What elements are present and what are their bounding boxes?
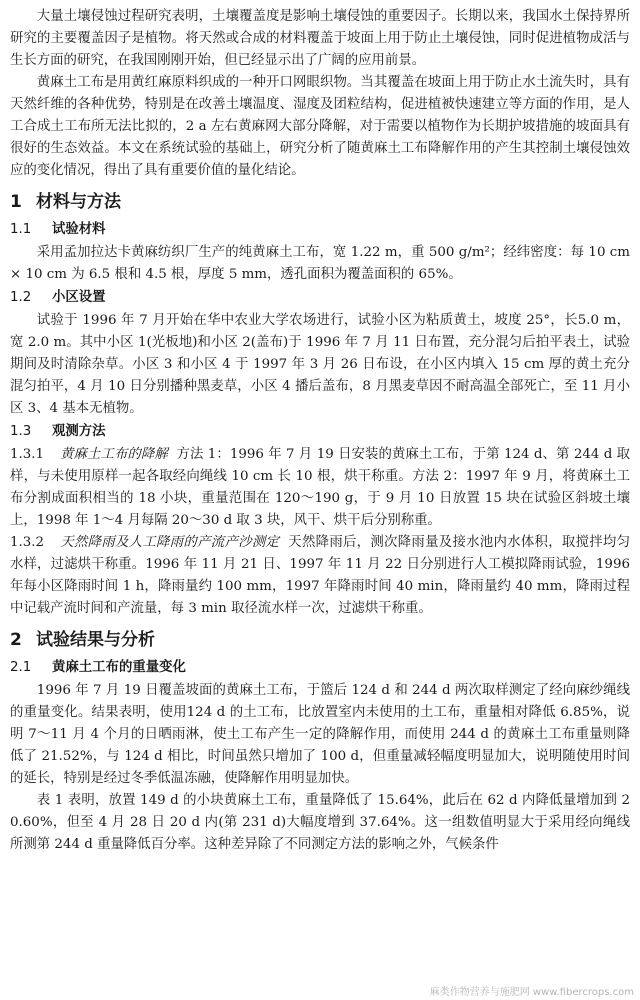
section-1-3-heading xyxy=(10,422,630,442)
section-1-2-number: 1.2 xyxy=(10,290,32,305)
section-1-3-title: 观测方法 xyxy=(52,424,106,439)
section-1-2-heading xyxy=(10,288,630,308)
section-1-3-2-paragraph xyxy=(10,532,630,620)
section-2-1-paragraph-2: 表 1 表明，放置 149 d 的小块黄麻土工布，重量降低了 15.64%，此后在 62 d 内降低量增加到 20.60%，但至 4 月 28 日 20 d 内(第 231 d)大幅度增到 37.64%。这一组数值明显大于采用经向绳线所测第 244 d 重量降低百分率。这种差异除了不同测定方法的影响之外，气候条件 xyxy=(10,793,630,852)
section-1-1-text: 采用孟加拉达卡黄麻纺织厂生产的纯黄麻土工布，宽 1.22 m，重 500 g/m²；经纬密度：每 10 cm × 10 cm 为 6.5 根和 4.5 根，厚度 5 mm，透孔面积为覆盖面积的 65%。 xyxy=(10,245,630,282)
section-1-1-number: 1.1 xyxy=(10,222,32,237)
section-2-title: 试验结果与分析 xyxy=(36,630,155,650)
section-1-2-text: 试验于 1996 年 7 月开始在华中农业大学农场进行，试验小区为粘质黄土，坡度 25°，长5.0 m，宽 2.0 m。其中小区 1(光板地)和小区 2(盖布)于 1996 年 7 月 11 日布置，充分混匀后拍平表土，试验期间及时清除杂草。小区 3 和小区 4 于 1997 年 3 月 26 日布设，在小区内填入 15 cm 厚的黄土充分混匀拍平，4 月 10 日分别播种黑麦草，小区 4 播后盖布，8 月黑麦草因不耐高温全部死亡，至 11 月小区 3、4 基本无植物。 xyxy=(10,313,630,416)
section-1-3-1-paragraph xyxy=(10,444,630,532)
section-1-number: 1 xyxy=(10,192,22,212)
section-1-3-2-text: 天然降雨后，测次降雨量及接水池内水体积，取搅拌均匀水样，过滤烘干称重。1996 年 11 月 21 日、1997 年 11 月 22 日分别进行人工模拟降雨试验，1996 年每小区降雨时间 1 h，降雨量约 100 mm，1997 年降雨时间 40 min，降雨量约 40 mm，降雨过程中记载产流时间和产流量，每 3 min 取径流水样一次，过滤烘干称重。 xyxy=(10,535,631,616)
section-1-3-2-title: 天然降雨及人工降雨的产流产沙测定 xyxy=(60,535,280,550)
section-1-3-1-title: 黄麻土工布的降解 xyxy=(60,447,168,462)
section-1-3-number: 1.3 xyxy=(10,424,32,439)
section-1-heading xyxy=(10,190,630,214)
section-2-1-title: 黄麻土工布的重量变化 xyxy=(52,660,186,675)
section-1-1-title: 试验材料 xyxy=(52,222,106,237)
intro-paragraph-1: 大量土壤侵蚀过程研究表明，土壤覆盖度是影响土壤侵蚀的重要因子。长期以来，我国水土保持界所研究的主要覆盖因子是植物。将天然或合成的材料覆盖于坡面上用于防止土壤侵蚀，同时促进植物成活与生长方面的研究，在我国刚刚开始，但已经显示出了广阔的应用前景。 xyxy=(10,9,630,68)
site-watermark: 麻类作物营养与施肥网 www.fibercrops.com xyxy=(429,987,634,998)
section-1-1-heading xyxy=(10,220,630,240)
section-2-1-paragraph-1: 1996 年 7 月 19 日覆盖坡面的黄麻土工布，于篮后 124 d 和 244 d 两次取样测定了经向麻纱绳线的重量变化。结果表明，使用124 d 的土工布，比放置室内未使用的土工布，重量相对降低 6.85%，说明 7～11 月 4 个月的日晒雨淋，使土工布产生一定的降解作用，而使用 244 d 的黄麻土工布重量则降低了 21.52%，与 124 d 相比，时间虽然只增加了 100 d，但重量减轻幅度明显加大，说明随使用时间的延长，特别是经过冬季低温冻融，使降解作用明显加快。 xyxy=(10,683,630,786)
section-2-heading xyxy=(10,628,630,652)
section-1-3-2-number: 1.3.2 xyxy=(10,535,45,550)
section-2-number: 2 xyxy=(10,630,22,650)
section-1-2-title: 小区设置 xyxy=(52,290,106,305)
section-1-title: 材料与方法 xyxy=(36,192,121,212)
section-1-3-1-text: 方法 1：1996 年 7 月 19 日安装的黄麻土工布，于第 124 d、第 244 d 取样，与未使用原样一起各取经向绳线 10 cm 长 10 根，烘干称重。方法 2：1997 年 9 月，将黄麻土工布分割成面积相当的 18 小块，重量范围在 120～190 g，于 9 月 10 日放置 15 块在试验区斜坡土壤上，1998 年 1～4 月每隔 20～30 d 取 3 块，风干、烘干后分别称重。 xyxy=(10,447,631,528)
section-2-1-number: 2.1 xyxy=(10,660,32,675)
section-1-3-1-number: 1.3.1 xyxy=(10,447,45,462)
section-2-1-heading xyxy=(10,658,630,678)
intro-paragraph-2: 黄麻土工布是用黄红麻原料织成的一种开口网眼织物。当其覆盖在坡面上用于防止水土流失时，具有天然纤维的各种优势，特别是在改善土壤温度、湿度及团粒结构，促进植被快速建立等方面的作用，是人工合成土工布所无法比拟的，2 a 左右黄麻网大部分降解，对于需要以植物作为长期护坡措施的坡面具有很好的生态效益。本文在系统试验的基础上，研究分析了随黄麻土工布降解作用的产生其控制土壤侵蚀效应的变化情况，得出了具有重要价值的量化结论。 xyxy=(10,75,630,178)
